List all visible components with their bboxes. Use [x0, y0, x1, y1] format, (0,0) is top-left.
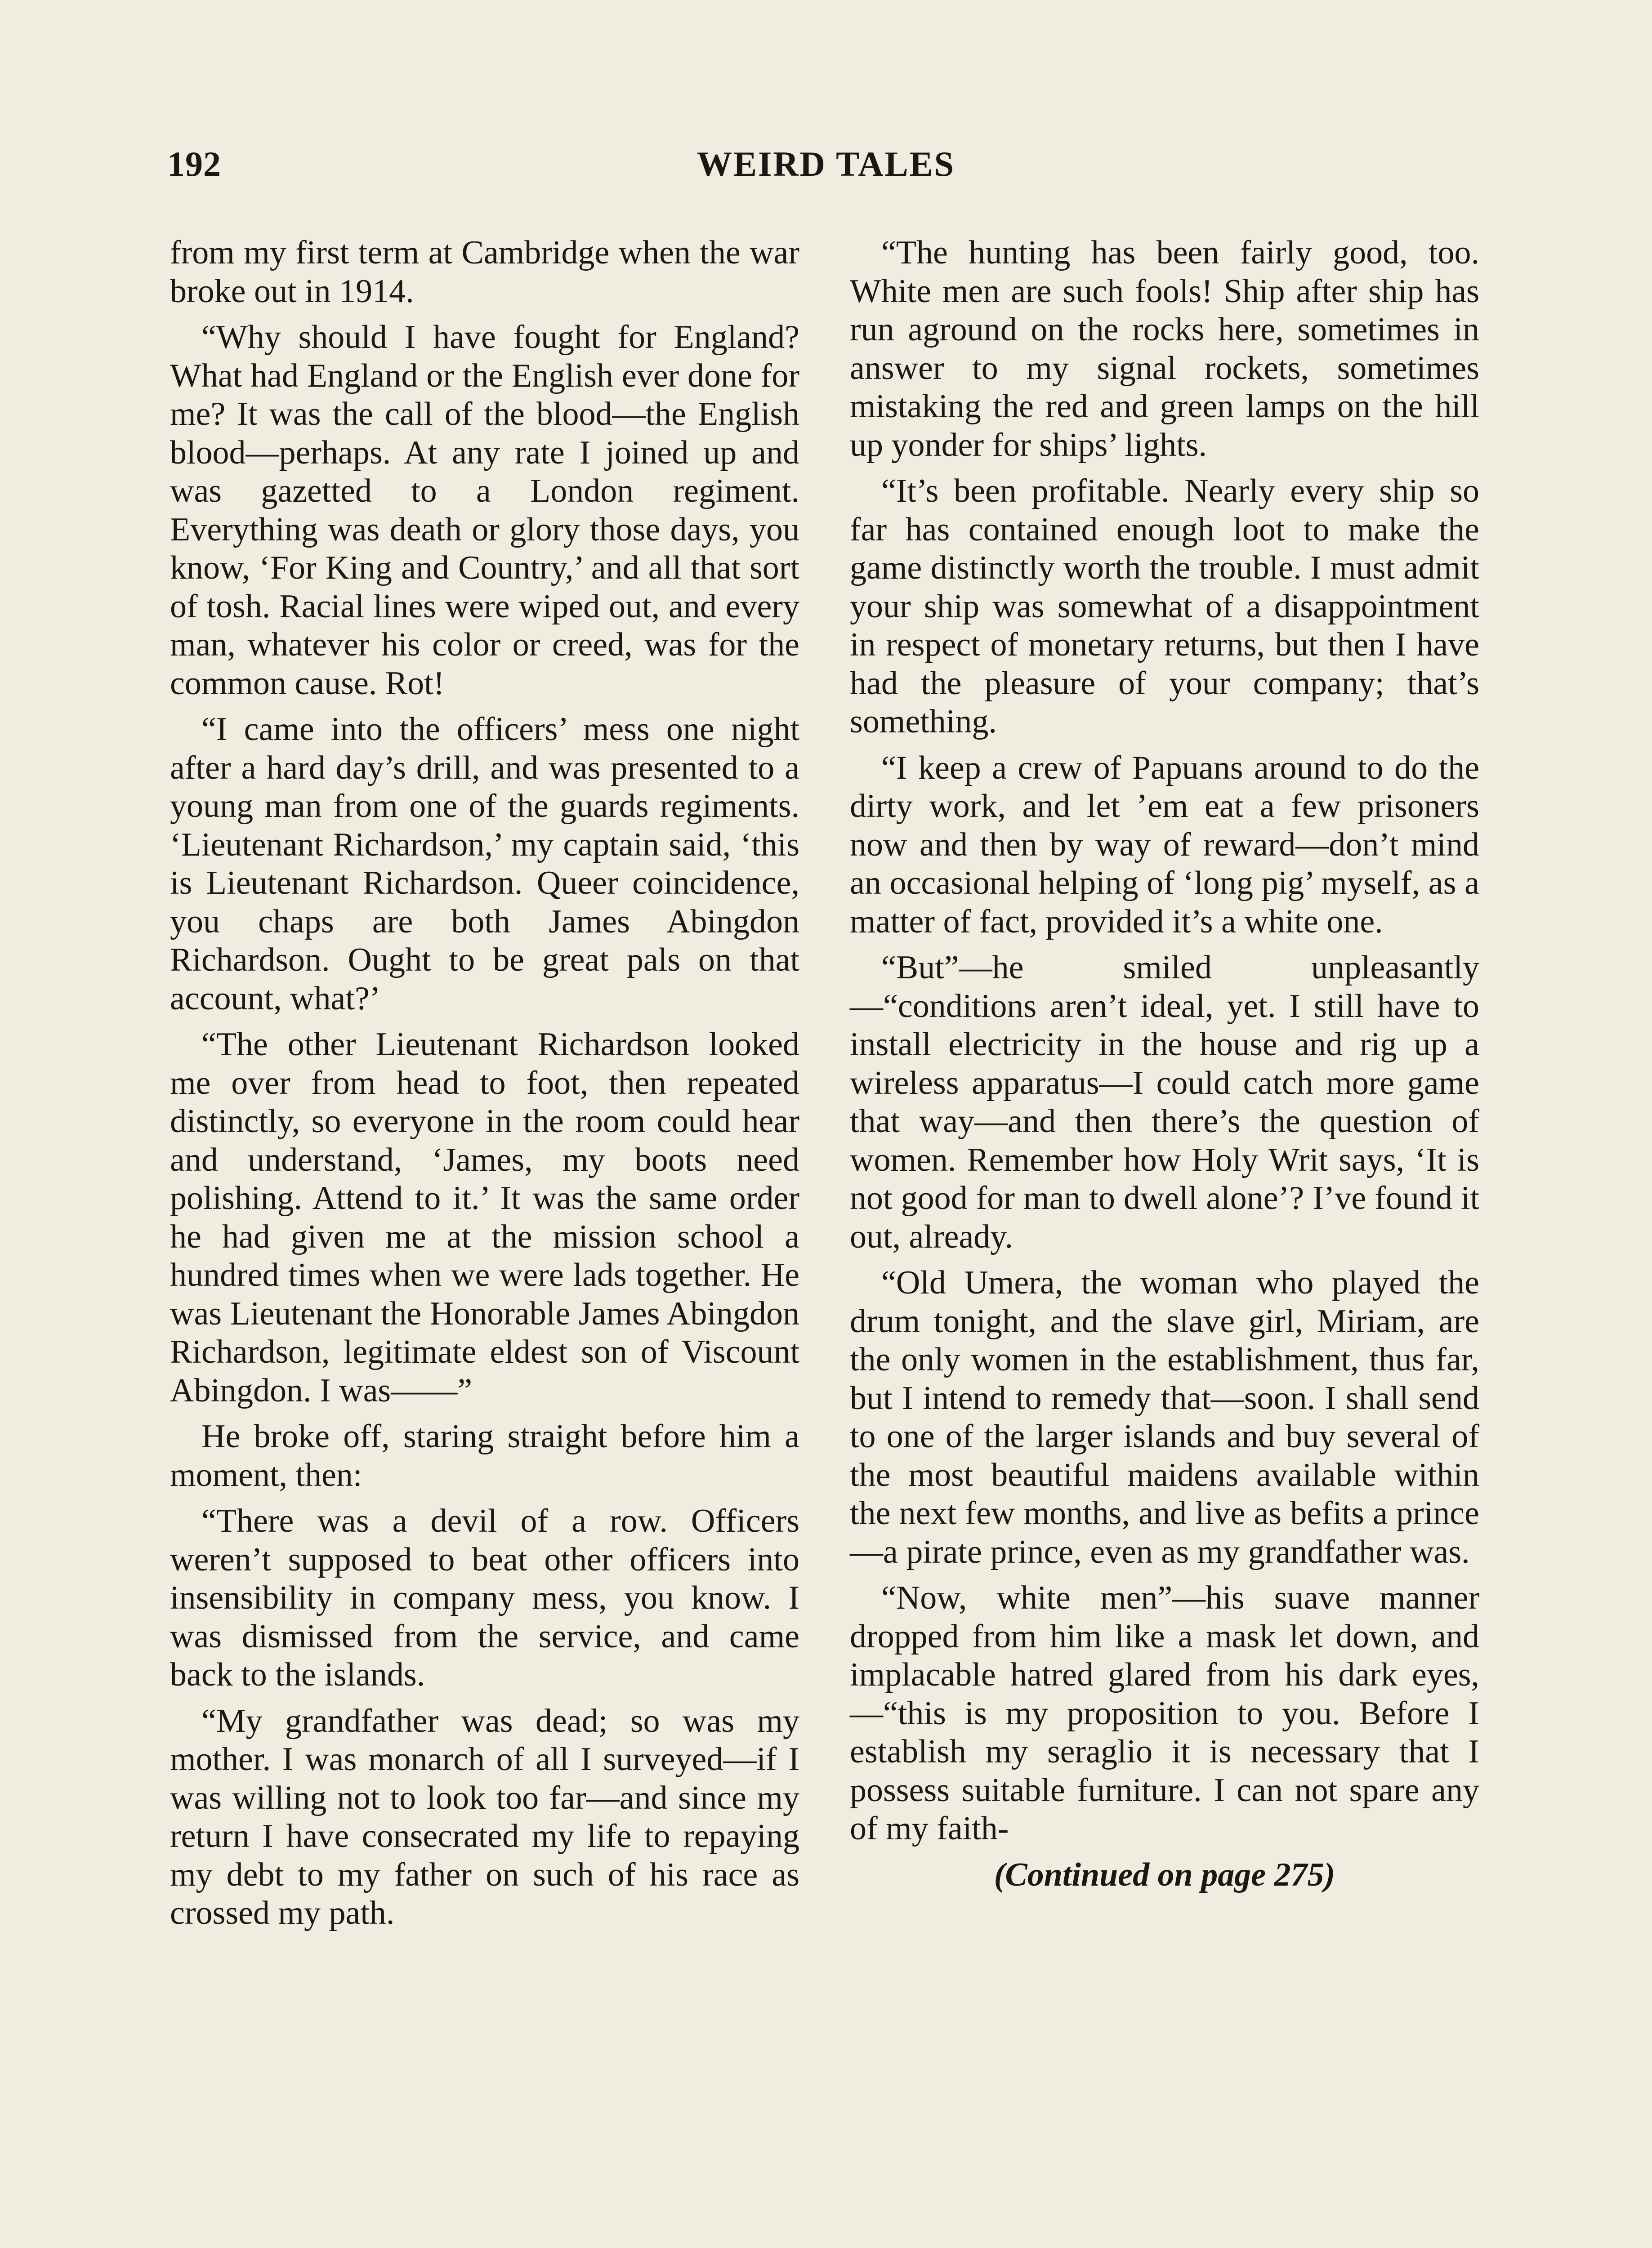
- paragraph: “Old Umera, the woman who played the drum tonight, and the slave girl, Miriam, are the only women in the establishment, thus far, but I intend to remedy that—soon. I shall send to one of the larger islands and buy several of the most beautiful maidens available within the next few months, and live as befits a prince—a pirate prince, even as my grandfather was.: [850, 1264, 1479, 1570]
- page-header: [167, 144, 1485, 193]
- paragraph: from my first term at Cambridge when the war broke out in 1914.: [170, 234, 799, 310]
- right-column: [850, 234, 1479, 1902]
- left-column: [170, 234, 799, 1940]
- paragraph: “The hunting has been fairly good, too. White men are such fools! Ship after ship has run aground on the rocks here, sometimes in answer to my signal rockets, sometimes mistaking the red and green lamps on the hill up yonder for ships’ lights.: [850, 234, 1479, 464]
- paragraph: “There was a devil of a row. Officers weren’t supposed to beat other officers into insensibility in company mess, you know. I was dismissed from the service, and came back to the islands.: [170, 1503, 799, 1693]
- continued-note: (Continued on page 275): [994, 1856, 1335, 1893]
- paragraph: “I keep a crew of Papuans around to do the dirty work, and let ’em eat a few prisoners now and then by way of reward—don’t mind an occasional helping of ‘long pig’ myself, as a matter of fact, provided it’s a white one.: [850, 749, 1479, 940]
- paragraph: “Why should I have fought for England? What had England or the English ever done for me? It was the call of the blood—the English blood—perhaps. At any rate I joined up and was gazetted to a London regiment. Everything was death or glory those days, you know, ‘For King and Country,’ and all that sort of tosh. Racial lines were wiped out, and every man, whatever his color or creed, was for the common cause. Rot!: [170, 319, 799, 702]
- running-title: WEIRD TALES: [697, 144, 955, 183]
- paragraph: “My grandfather was dead; so was my mother. I was monarch of all I surveyed—if I was willing not to look too far—and since my return I have consecrated my life to repaying my debt to my father on such of his race as crossed my path.: [170, 1702, 799, 1931]
- paragraph: He broke off, staring straight before him a moment, then:: [170, 1418, 799, 1494]
- page-number: 192: [167, 144, 221, 183]
- paragraph: “But”—he smiled unpleasantly—“conditions aren’t ideal, yet. I still have to install electricity in the house and rig up a wireless apparatus—I could catch more game that way—and then there’s the question of women. Remember how Holy Writ says, ‘It is not good for man to dwell alone’? I’ve found it out, already.: [850, 949, 1479, 1255]
- paragraph: “I came into the officers’ mess one night after a hard day’s drill, and was presented to a young man from one of the guards regiments. ‘Lieutenant Richardson,’ my captain said, ‘this is Lieutenant Richardson. Queer coincidence, you chaps are both James Abingdon Richardson. Ought to be great pals on that account, what?’: [170, 711, 799, 1017]
- paragraph: “It’s been profitable. Nearly every ship so far has contained enough loot to make the game distinctly worth the trouble. I must admit your ship was somewhat of a disappointment in respect of monetary returns, but then I have had the pleasure of your company; that’s something.: [850, 473, 1479, 740]
- paragraph: “Now, white men”—his suave manner dropped from him like a mask let down, and implacable hatred glared from his dark eyes,—“this is my proposition to you. Before I establish my seraglio it is necessary that I possess suitable furniture. I can not spare any of my faith-: [850, 1579, 1479, 1847]
- paragraph: “The other Lieutenant Richardson looked me over from head to foot, then repeated distinctly, so everyone in the room could hear and understand, ‘James, my boots need polishing. Attend to it.’ It was the same order he had given me at the mission school a hundred times when we were lads together. He was Lieutenant the Honorable James Abingdon Richardson, legitimate eldest son of Viscount Abingdon. I was——”: [170, 1026, 799, 1409]
